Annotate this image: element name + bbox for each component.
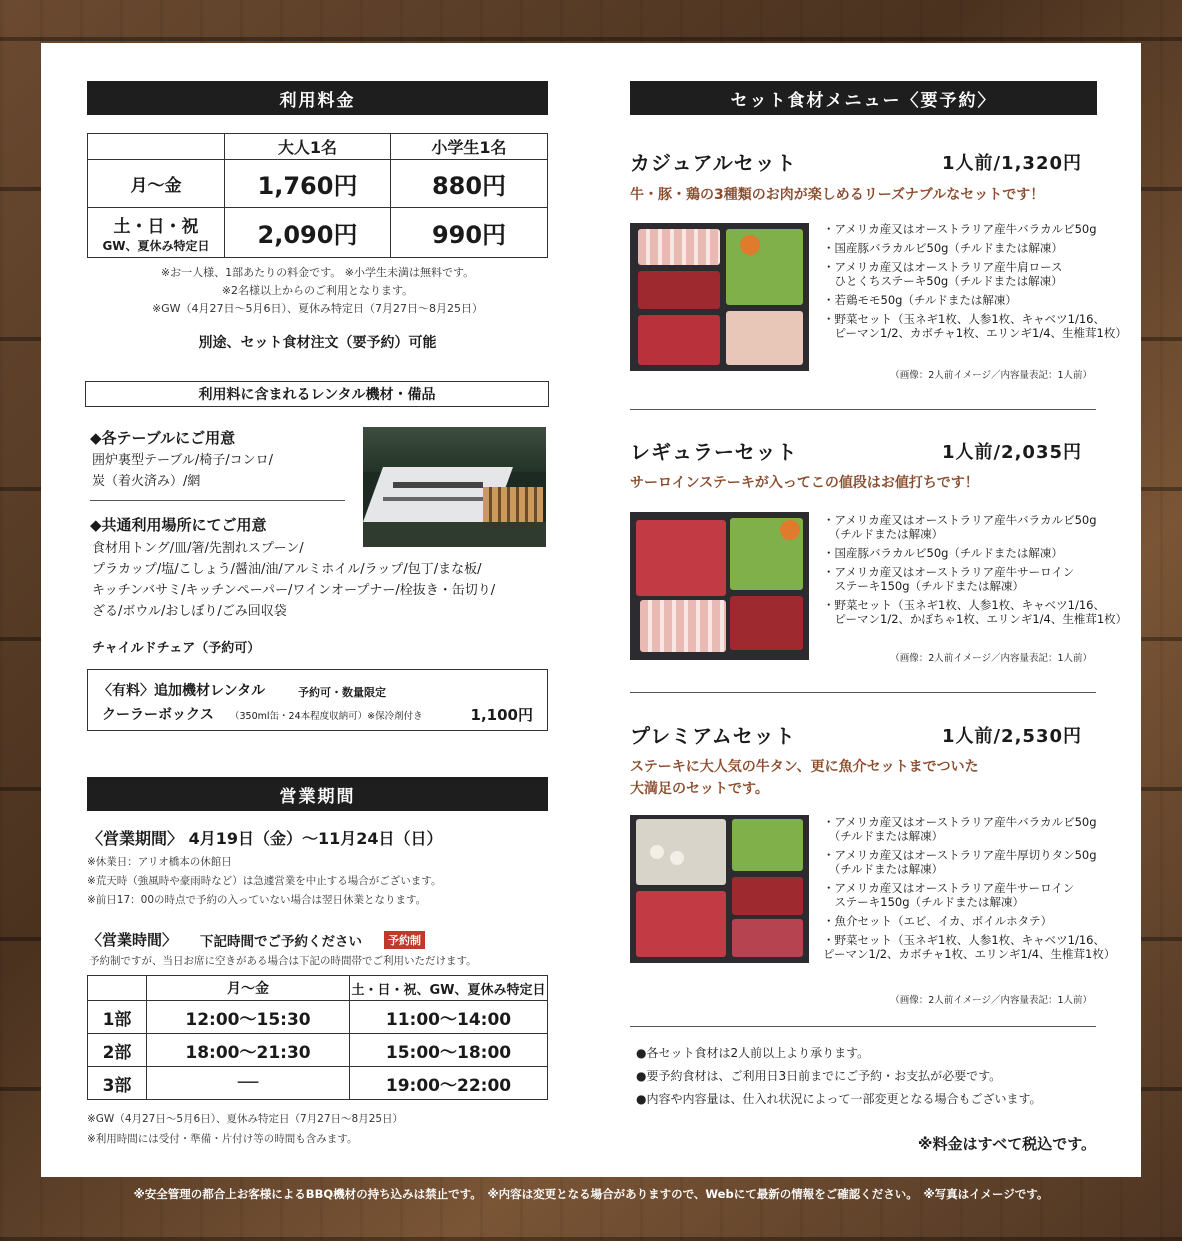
set-name: プレミアムセット: [630, 724, 796, 748]
col-child: 小学生1名: [391, 134, 548, 160]
set-photo-premium: [630, 815, 809, 963]
hours-row: 3部 ── 19:00〜22:00: [88, 1067, 548, 1100]
common-equipment-list: 食材用トング/皿/箸/先割れスプーン/ プラカップ/塩/こしょう/醤油/油/アルミホイル/ラップ/包丁/まな板/ キッチンバサミ/キッチンペーパー/ワインオープナー/栓抜き・缶切り/ ざる/ボウル/おしぼり/ごみ回収袋: [92, 541, 496, 619]
common-equipment-title: ◆共通利用場所にてご用意: [90, 516, 267, 534]
hours-title: 〈営業時間〉: [87, 931, 178, 949]
rental-header: 利用料に含まれるレンタル機材・備品: [85, 381, 549, 407]
set-price: 1人前/1,320円: [941, 153, 1082, 174]
adult-price: 2,090円: [225, 208, 391, 258]
set-items: ・アメリカ産又はオーストラリア産牛バラカルビ50g ・国産豚バラカルビ50g（チルドまたは解凍） ・アメリカ産又はオーストラリア産牛肩ロース ひとくちステーキ50g（チルドまたは解凍） ・若鶏モモ50g（チルドまたは解凍） ・野菜セット（玉ネギ1枚、人参1枚、キャベツ1/16、 ピーマン1/2、カボチャ1枚、エリンギ1/4、生椎茸1枚）: [823, 222, 1127, 340]
menu-header: セット食材メニュー〈要予約〉: [630, 81, 1097, 115]
col-adult: 大人1名: [225, 134, 391, 160]
image-caption: （画像：2人前イメージ／内容量表記：1人前）: [890, 370, 1092, 381]
paid-rental-box: [87, 669, 548, 731]
footer-note: ※安全管理の都合上お客様によるBBQ機材の持ち込みは禁止です。 ※内容は変更となる場合がありますので、Webにて最新の情報をご確認ください。 ※写真はイメージです。: [133, 1187, 1049, 1201]
child-price: 990円: [391, 208, 548, 258]
reservation-badge: 予約制: [384, 931, 425, 949]
paid-rental-sub: 予約可・数量限定: [298, 686, 386, 699]
set-tagline: ステーキに大人気の牛タン、更に魚介セットまでついた 大満足のセットです。: [630, 759, 979, 797]
set-photo-regular: [630, 512, 809, 660]
col-weekday: 月〜金: [147, 976, 350, 1001]
hours-subtitle: 下記時間でご予約ください: [200, 934, 362, 950]
image-caption: （画像：2人前イメージ／内容量表記：1人前）: [890, 995, 1092, 1006]
paid-rental-title: 〈有料〉追加機材レンタル: [98, 683, 266, 699]
row-label: 月〜金: [88, 160, 225, 208]
rental-photo: [363, 427, 546, 547]
hours-note: 予約制ですが、当日お席に空きがある場合は下記の時間帯でご利用いただけます。: [89, 955, 477, 967]
set-items: ・アメリカ産又はオーストラリア産牛バラカルビ50g （チルドまたは解凍） ・アメリカ産又はオーストラリア産牛厚切りタン50g （チルドまたは解凍） ・アメリカ産又はオーストラリア産牛サーロイン ステーキ150g（チルドまたは解凍） ・魚介セット（エビ、イカ、ボイルホタテ） ・野菜セット（玉ネギ1枚、人参1枚、キャベツ1/16、 ピーマン1/2、カボチャ1枚、エリンギ1/4、生椎茸1枚）: [823, 815, 1116, 961]
divider: [630, 1026, 1096, 1027]
business-period: 〈営業期間〉 4月19日（金）〜11月24日（日）: [87, 829, 443, 848]
image-caption: （画像：2人前イメージ／内容量表記：1人前）: [890, 653, 1092, 664]
period-header: 営業期間: [87, 777, 548, 811]
menu-bullets: ●各セット食材は2人前以上より承ります。 ●要予約食材は、ご利用日3日前までにご予約・お支払が必要です。 ●内容や内容量は、仕入れ状況によって一部変更となる場合もございます。: [636, 1046, 1042, 1106]
adult-price: 1,760円: [225, 160, 391, 208]
child-price: 880円: [391, 160, 548, 208]
set-photo-casual: [630, 223, 809, 371]
fees-header: 利用料金: [87, 81, 548, 115]
cooler-box-price: 1,100円: [470, 706, 533, 724]
hours-table: [87, 975, 548, 1100]
row-label: 土・日・祝: [113, 216, 199, 237]
table-equipment-list: 囲炉裏型テーブル/椅子/コンロ/ 炭（着火済み）/網: [92, 453, 273, 489]
cooler-box-note: （350ml缶・24本程度収納可）※保冷剤付き: [230, 711, 423, 722]
hours-footnotes: ※GW（4月27日〜5月6日）、夏休み特定日（7月27日〜8月25日） ※利用時間には受付・準備・片付け等の時間も含みます。: [87, 1113, 404, 1145]
tax-note: ※料金はすべて税込です。: [917, 1135, 1096, 1153]
set-tagline: サーロインステーキが入ってこの値段はお値打ちです！: [630, 475, 979, 491]
set-price: 1人前/2,035円: [941, 442, 1082, 463]
row-label-sub: GW、夏休み特定日: [102, 238, 210, 253]
table-equipment-title: ◆各テーブルにご用意: [90, 429, 236, 447]
fee-notes: ※お一人様、1部あたりの料金です。 ※小学生未満は無料です。 ※2名様以上からのご利用となります。 ※GW（4月27日〜5月6日）、夏休み特定日（7月27日〜8月25日）: [151, 266, 484, 315]
set-price: 1人前/2,530円: [941, 726, 1082, 747]
col-holiday: 土・日・祝、GW、夏休み特定日: [350, 976, 548, 1001]
divider: [90, 500, 345, 501]
divider: [630, 409, 1096, 410]
hours-row: 1部 12:00〜15:30 11:00〜14:00: [88, 1001, 548, 1034]
cooler-box-label: クーラーボックス: [102, 707, 214, 723]
set-items: ・アメリカ産又はオーストラリア産牛バラカルビ50g （チルドまたは解凍） ・国産豚バラカルビ50g（チルドまたは解凍） ・アメリカ産又はオーストラリア産牛サーロイン ステーキ150g（チルドまたは解凍） ・野菜セット（玉ネギ1枚、人参1枚、キャベツ1/16、 ピーマン1/2、かぼちゃ1枚、エリンギ1/4、生椎茸1枚）: [823, 513, 1128, 626]
set-tagline: 牛・豚・鶏の3種類のお肉が楽しめるリーズナブルなセットです！: [630, 187, 1045, 203]
hours-row: 2部 18:00〜21:30 15:00〜18:00: [88, 1034, 548, 1067]
set-name: カジュアルセット: [630, 151, 797, 175]
period-notes: ※休業日：アリオ橋本の休館日 ※荒天時（強風時や豪雨時など）は急遽営業を中止する場合がございます。 ※前日17：00の時点で予約の入っていない場合は翌日休業となります。: [87, 856, 442, 906]
child-chair-note: チャイルドチェア（予約可）: [92, 641, 261, 656]
fee-table: [87, 133, 548, 258]
fee-row-holiday: [88, 208, 548, 258]
fee-row-weekday: [88, 160, 548, 208]
divider: [630, 692, 1096, 693]
set-name: レギュラーセット: [630, 440, 798, 464]
extra-order-note: 別途、セット食材注文（要予約）可能: [198, 335, 437, 351]
